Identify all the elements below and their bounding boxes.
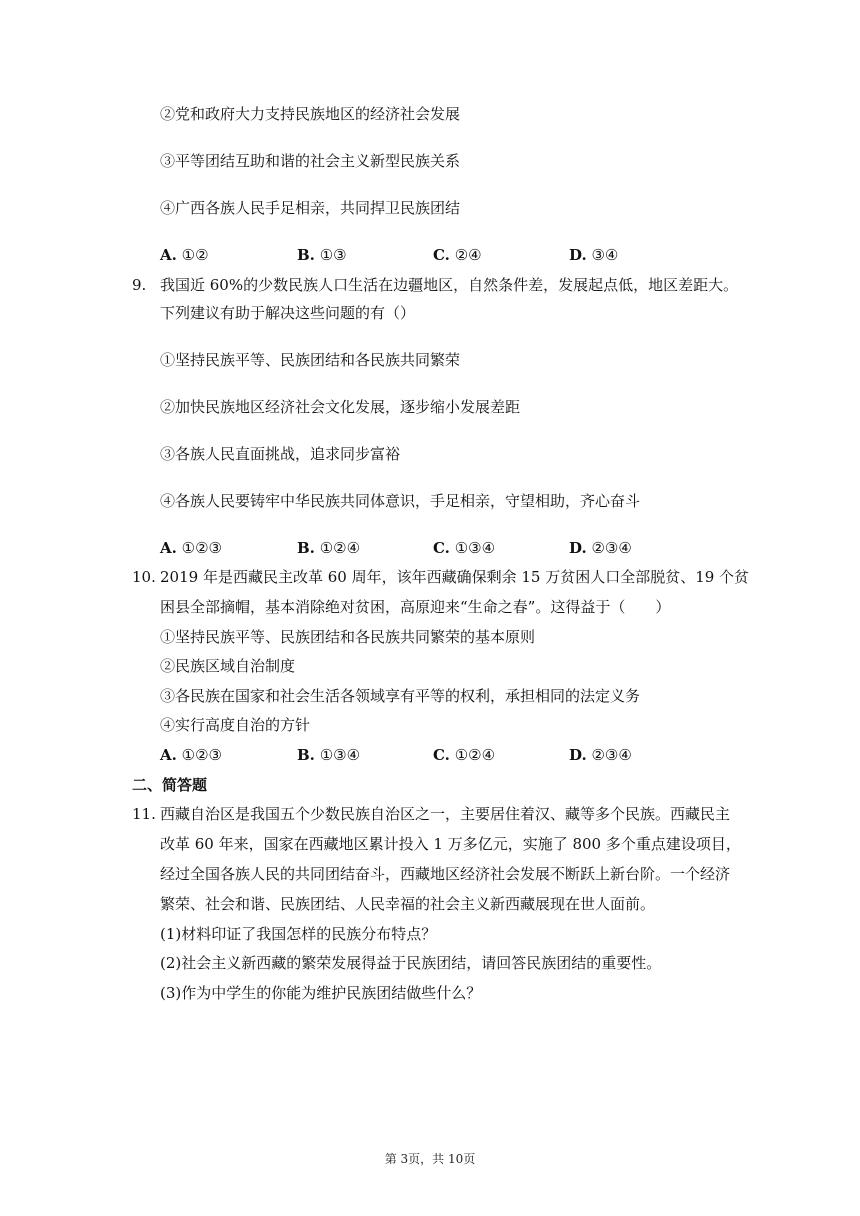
q11-stem-line-3: 经过全国各族人民的共同团结奋斗，西藏地区经济社会发展不断跃上新台阶。一个经济 (160, 865, 731, 883)
q8-option-a: A. ①② (160, 246, 209, 264)
q9-option-a: A. ①②③ (160, 539, 222, 557)
q10-item-3: ③各民族在国家和社会生活各领域享有平等的权利，承担相同的法定义务 (160, 687, 641, 705)
q9-item-2: ②加快民族地区经济社会文化发展，逐步缩小发展差距 (160, 398, 521, 416)
q9-item-1: ①坚持民族平等、民族团结和各民族共同繁荣 (160, 351, 461, 369)
q10-item-4: ④实行高度自治的方针 (160, 716, 311, 734)
q9-option-b: B. ①②④ (297, 539, 361, 557)
q10-option-b: B. ①③④ (297, 746, 361, 764)
q11-sub-3: (3)作为中学生的你能为维护民族团结做些什么？ (160, 984, 482, 1002)
q8-option-c: C. ②④ (433, 246, 482, 264)
q9-option-d: D. ②③④ (569, 539, 632, 557)
q9-option-c: C. ①③④ (433, 539, 496, 557)
q10-option-a: A. ①②③ (160, 746, 222, 764)
q10-stem-line-2: 困县全部摘帽，基本消除绝对贫困，高原迎来“生命之春”。这得益于（ ） (160, 598, 671, 616)
q9-stem-line-2: 下列建议有助于解决这些问题的有（） (160, 304, 416, 322)
q10-stem-line-1: 2019 年是西藏民主改革 60 周年，该年西藏确保剩余 15 万贫困人口全部脱贫、19 个贫 (160, 568, 750, 586)
q8-item-3: ③平等团结互助和谐的社会主义新型民族关系 (160, 152, 461, 170)
q10-option-d: D. ②③④ (569, 746, 632, 764)
q11-stem-line-4: 繁荣、社会和谐、民族团结、人民幸福的社会主义新西藏展现在世人面前。 (160, 895, 656, 913)
q11-stem-line-1: 西藏自治区是我国五个少数民族自治区之一，主要居住着汉、藏等多个民族。西藏民主 (160, 805, 731, 823)
q10-number: 10. (132, 568, 156, 586)
q8-item-2: ②党和政府大力支持民族地区的经济社会发展 (160, 105, 461, 123)
q9-item-4: ④各族人民要铸牢中华民族共同体意识，手足相亲，守望相助，齐心奋斗 (160, 492, 641, 510)
section-title: 二、简答题 (132, 776, 208, 794)
q10-option-c: C. ①②④ (433, 746, 496, 764)
q11-sub-2: (2)社会主义新西藏的繁荣发展得益于民族团结，请回答民族团结的重要性。 (160, 954, 662, 972)
page-footer: 第 3页，共 10页 (384, 1152, 476, 1166)
q9-item-3: ③各族人民直面挑战，追求同步富裕 (160, 445, 401, 463)
q8-option-b: B. ①③ (297, 246, 347, 264)
q11-sub-1: (1)材料印证了我国怎样的民族分布特点？ (160, 925, 437, 943)
q11-number: 11. (132, 805, 156, 823)
q8-item-4: ④广西各族人民手足相亲，共同捍卫民族团结 (160, 199, 461, 217)
q10-item-2: ②民族区域自治制度 (160, 657, 296, 675)
q9-stem-line-1: 我国近 60%的少数民族人口生活在边疆地区，自然条件差，发展起点低，地区差距大。 (160, 276, 739, 294)
q9-number: 9. (132, 276, 147, 294)
q8-option-d: D. ③④ (569, 246, 619, 264)
q10-item-1: ①坚持民族平等、民族团结和各民族共同繁荣的基本原则 (160, 628, 536, 646)
q11-stem-line-2: 改革 60 年来，国家在西藏地区累计投入 1 万多亿元，实施了 800 多个重点建设项目， (160, 835, 741, 853)
